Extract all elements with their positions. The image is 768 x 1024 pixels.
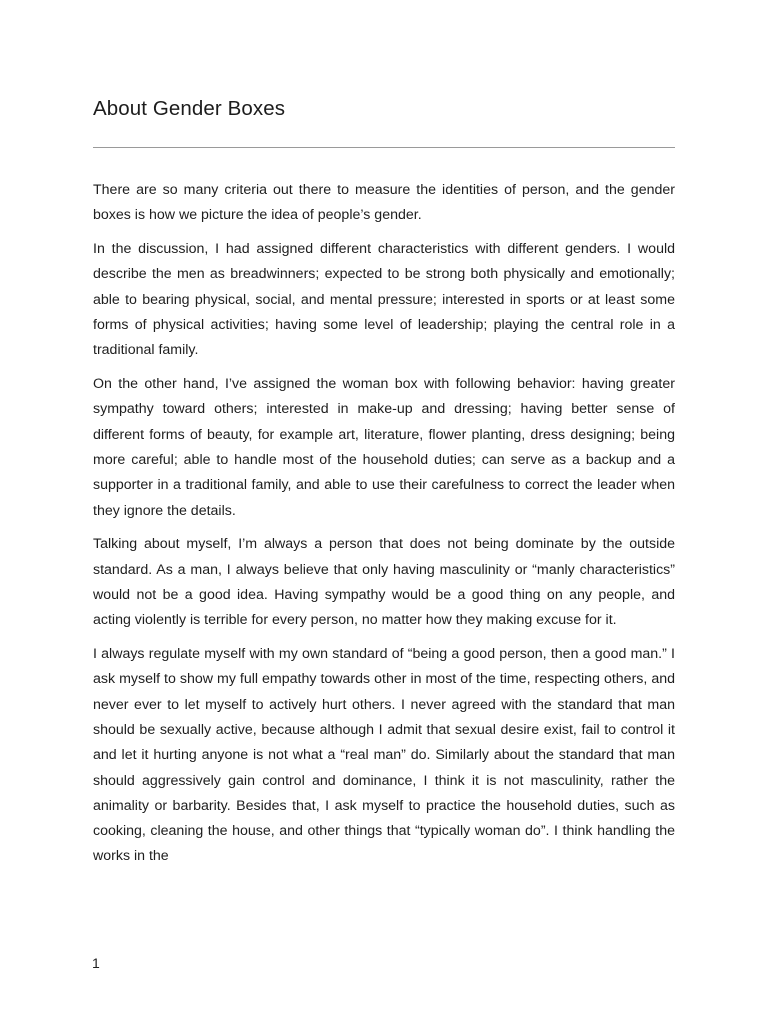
document-body (93, 178, 675, 878)
paragraph-men-box: In the discussion, I had assigned different characteristics with different genders. I would describe the men as breadwinners; expected to be strong both physically and emotionally; able to bearing physical, social, and mental pressure; interested in sports or at least some forms of physical activities; having some level of leadership; playing the central role in a traditional family. (93, 241, 675, 359)
document-title: About Gender Boxes (93, 97, 286, 120)
paragraph-intro: There are so many criteria out there to measure the identities of person, and the gender boxes is how we picture the idea of people’s gender. (93, 182, 675, 224)
paragraph-own-standard: I always regulate myself with my own standard of “being a good person, then a good man.” I ask myself to show my full empathy towards other in most of the time, respecting others, and never ever to let myself to actively hurt others. I never agreed with the standard that man should be sexually active, because although I admit that sexual desire exist, fail to control it and let it hurting anyone is not what a “real man” do. Similarly about the standard that man should aggressively gain control and dominance, I think it is not masculinity, rather the animality or barbarity. Besides that, I ask myself to practice the household duties, such as cooking, cleaning the house, and other things that “typically woman do”. I think handling the works in the (93, 646, 675, 865)
paragraph-woman-box: On the other hand, I’ve assigned the woman box with following behavior: having greater sympathy toward others; interested in make-up and dressing; having better sense of different forms of beauty, for example art, literature, flower planting, dress designing; being more careful; able to handle most of the household duties; can serve as a backup and a supporter in a traditional family, and able to use their carefulness to correct the leader when they ignore the details. (93, 376, 675, 519)
page-number: 1 (92, 955, 100, 971)
title-divider (93, 147, 675, 148)
paragraph-myself: Talking about myself, I’m always a person that does not being dominate by the outside standard. As a man, I always believe that only having masculinity or “manly characteristics” would not be a good idea. Having sympathy would be a good thing on any people, and acting violently is terrible for every person, no matter how they making excuse for it. (93, 536, 675, 629)
